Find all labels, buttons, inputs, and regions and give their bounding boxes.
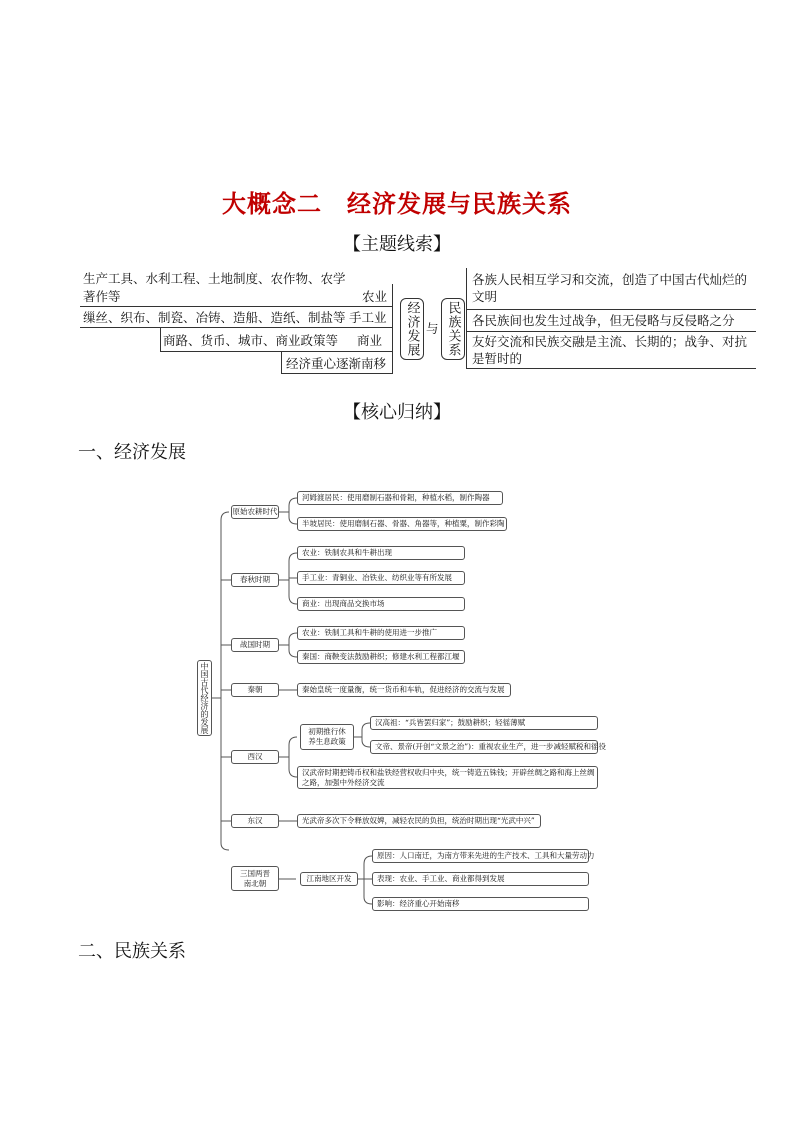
- leaf-spring-handicraft: 手工业：青铜业、冶铁业、纺织业等有所发展: [297, 571, 465, 585]
- leaf-warring-qin: 秦国：商鞅变法鼓励耕织；修建水利工程都江堰: [297, 650, 465, 664]
- page-title: 大概念二 经济发展与民族关系: [222, 190, 572, 218]
- leaf-spring-commerce: 商业：出现商品交换市场: [297, 597, 465, 611]
- leaf-jiangnan-impact: 影响：经济重心开始南移: [372, 897, 589, 911]
- agri-text-line2: 著作等: [83, 289, 121, 304]
- agri-text-line1: 生产工具、水利工程、土地制度、农作物、农学: [83, 271, 346, 286]
- shift-text: 经济重心逐渐南移: [286, 356, 387, 371]
- ethnic-point-3: 友好交流和民族交融是主流、长期的；战争、对抗是暂时的: [472, 334, 748, 366]
- econ-box: 经济发展: [400, 298, 424, 360]
- leaf-warring-agri: 农业：铁制工具和牛耕的使用进一步推广: [297, 626, 465, 640]
- agri-label: 农业: [362, 289, 388, 304]
- period-primitive-farming: 原始农耕时代: [231, 505, 279, 519]
- section-heading-economy: 一、经济发展: [78, 442, 186, 463]
- ethnic-point-2: 各民族间也发生过战争，但无侵略与反侵略之分: [472, 313, 735, 328]
- leaf-gaozu: 汉高祖：“兵皆罢归家”；鼓励耕织；轻徭薄赋: [370, 716, 598, 730]
- period-three-kingdoms: 三国两晋南北朝: [231, 866, 279, 891]
- leaf-wudi-line1: 汉武帝时期把铸币权和盐铁经营权收归中央，统一铸造五铢钱；开辟丝绸之路和海上丝绸: [302, 767, 595, 777]
- thread-subtitle: 【主题线索】: [343, 234, 451, 255]
- leaf-jiangnan-cause: 原因：人口南迁，为南方带来先进的生产技术、工具和大量劳动力: [372, 849, 589, 863]
- comm-label: 商业: [357, 333, 383, 348]
- leaf-wudi: [297, 766, 598, 789]
- section-heading-ethnic: 二、民族关系: [78, 941, 186, 962]
- leaf-hemudu: 河姆渡居民：使用磨制石器和骨耜，种植水稻，制作陶器: [297, 491, 503, 505]
- leaf-wenjing: 文帝、景帝(开创“文景之治”)：重视农业生产，进一步减轻赋税和徭役: [370, 740, 598, 754]
- handi-label: 手工业: [349, 310, 387, 325]
- leaf-banpo: 半坡居民：使用磨制石器、骨器、角器等，种植粟，制作彩陶: [297, 517, 507, 531]
- period-western-han: 西汉: [231, 750, 279, 764]
- leaf-spring-agri: 农业：铁制农具和牛耕出现: [297, 546, 465, 560]
- comm-text: 商路、货币、城市、商业政策等: [163, 333, 339, 348]
- leaf-qin-unification: 秦始皇统一度量衡，统一货币和车轨，促进经济的交流与发展: [297, 683, 511, 697]
- period-eastern-han: 东汉: [231, 814, 279, 828]
- node-recuperation-policy: 初期推行休养生息政策: [300, 724, 354, 750]
- and-label: 与: [426, 321, 439, 336]
- ethnic-box: 民族关系: [441, 298, 465, 360]
- handi-text: 缫丝、织布、制瓷、冶铸、造船、造纸、制盐等: [83, 310, 346, 325]
- leaf-wudi-line2: 之路，加强中外经济交流: [302, 777, 385, 787]
- core-subtitle: 【核心归纳】: [343, 402, 451, 423]
- node-jiangnan-development: 江南地区开发: [300, 872, 358, 886]
- period-qin: 秦朝: [231, 683, 279, 697]
- mindmap-root: 中国古代经济的发展: [197, 660, 212, 736]
- leaf-jiangnan-manifestation: 表现：农业、手工业、商业都得到发展: [372, 872, 589, 886]
- leaf-guangwu: 光武帝多次下令释放奴婢，减轻农民的负担，统治时期出现“光武中兴”: [297, 814, 541, 828]
- period-spring-autumn: 春秋时期: [231, 573, 279, 587]
- period-warring-states: 战国时期: [231, 638, 279, 652]
- ethnic-point-1: 各族人民相互学习和交流，创造了中国古代灿烂的文明: [472, 272, 748, 304]
